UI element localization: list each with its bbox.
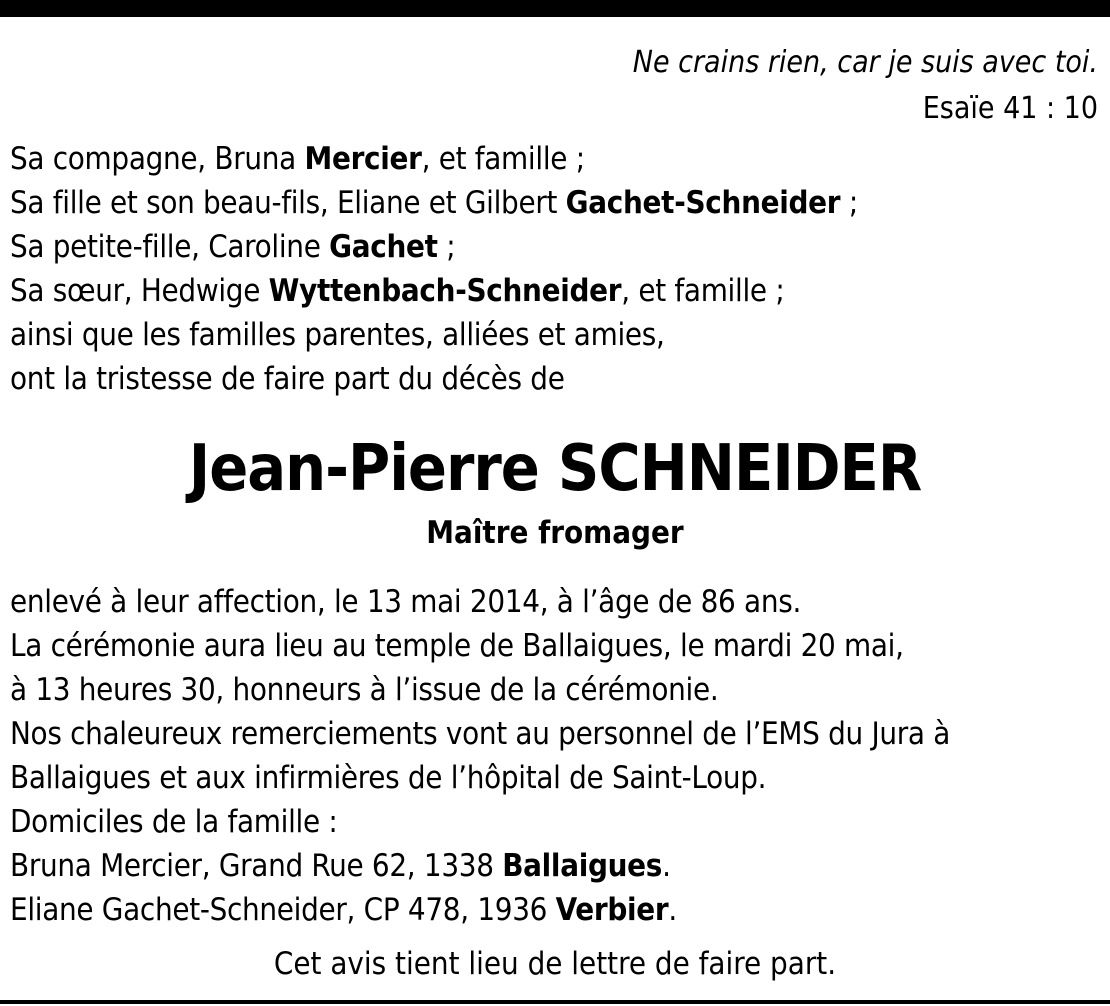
family-surname: Gachet-Schneider [565, 185, 841, 221]
family-line-suffix: , et famille ; [421, 141, 585, 177]
details-line: Nos chaleureux remerciements vont au personnel de l’EMS du Jura à [10, 716, 951, 752]
top-border-rule [0, 0, 1110, 17]
address-line [10, 892, 677, 928]
epigraph-quote: Ne crains rien, car je suis avec toi. [632, 45, 1098, 80]
address-town: Ballaigues [502, 848, 663, 884]
epigraph-reference: Esaïe 41 : 10 [922, 91, 1098, 126]
address-line [10, 848, 671, 884]
family-line-announcement: ont la tristesse de faire part du décès de [10, 361, 565, 397]
deceased-profession: Maître fromager [426, 515, 684, 551]
family-line-companion [10, 141, 585, 177]
family-line-relatives: ainsi que les familles parentes, alliées et amies, [10, 317, 665, 353]
family-line-suffix: , et famille ; [621, 273, 785, 309]
family-line-text: Sa fille et son beau-fils, Eliane et Gilbert [10, 185, 566, 221]
address-text: Eliane Gachet-Schneider, CP 478, 1936 [10, 892, 556, 928]
family-line-text: Sa sœur, Hedwige [10, 273, 269, 309]
family-surname: Wyttenbach-Schneider [268, 273, 622, 309]
family-line-daughter [10, 185, 858, 221]
epigraph [633, 40, 1098, 132]
family-line-suffix: ; [437, 229, 456, 265]
family-line-sister [10, 273, 784, 309]
family-surname: Mercier [304, 141, 422, 177]
details-line: enlevé à leur affection, le 13 mai 2014, à l’âge de 86 ans. [10, 584, 801, 620]
address-text: Bruna Mercier, Grand Rue 62, 1338 [10, 848, 503, 884]
family-surname: Gachet [329, 229, 438, 265]
bottom-border-rule [0, 1000, 1110, 1004]
family-line-suffix: ; [840, 185, 858, 221]
family-line-granddaughter [10, 229, 455, 265]
details-line: Ballaigues et aux infirmières de l’hôpital de Saint-Loup. [10, 760, 767, 796]
family-line-text: Sa petite-fille, Caroline [10, 229, 330, 265]
family-line-text: Sa compagne, Bruna [10, 141, 305, 177]
address-suffix: . [662, 848, 671, 884]
deceased-name: Jean-Pierre SCHNEIDER [188, 432, 922, 506]
details-line: Domiciles de la famille : [10, 804, 338, 840]
address-suffix: . [668, 892, 677, 928]
address-town: Verbier [555, 892, 669, 928]
closing-note: Cet avis tient lieu de lettre de faire part. [273, 946, 837, 982]
details-line: à 13 heures 30, honneurs à l’issue de la cérémonie. [10, 672, 719, 708]
details-line: La cérémonie aura lieu au temple de Ballaigues, le mardi 20 mai, [10, 628, 904, 664]
